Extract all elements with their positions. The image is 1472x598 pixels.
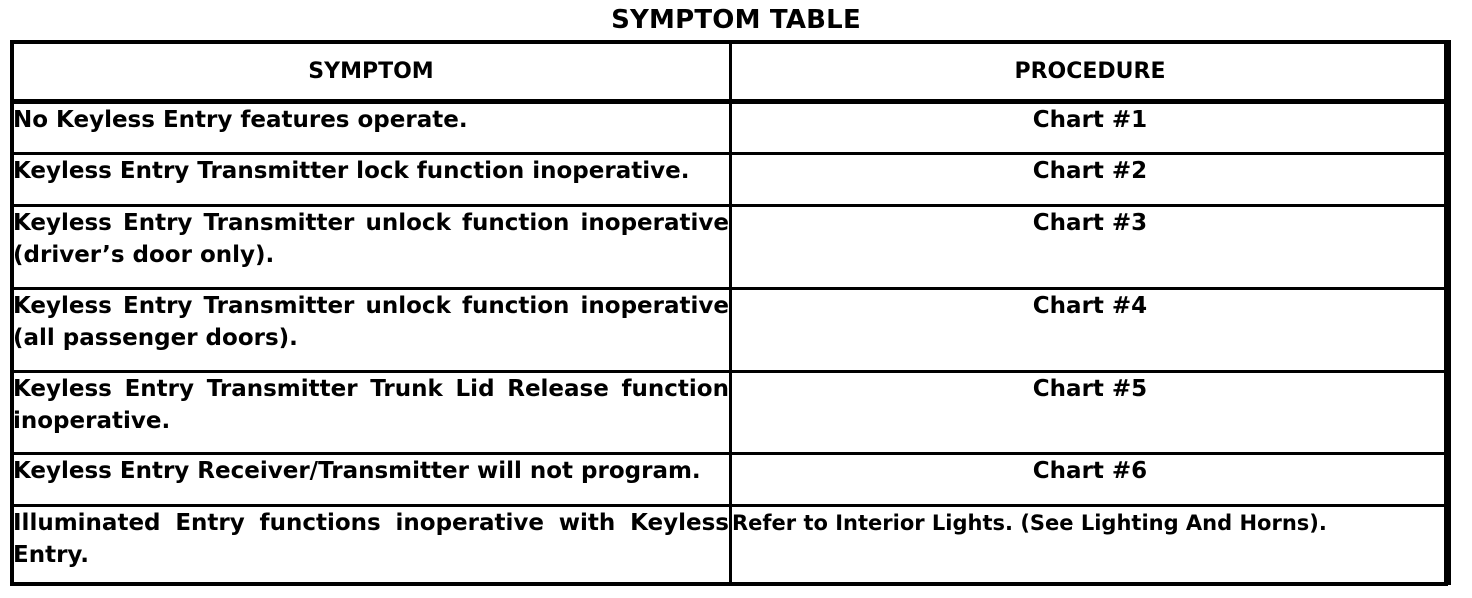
procedure-cell: Chart #2 [731,154,1450,206]
symptom-cell: Keyless Entry Transmitter Trunk Lid Release function inoperative. [12,372,731,454]
symptom-cell: Keyless Entry Transmitter lock function inoperative. [12,154,731,206]
procedure-cell: Chart #4 [731,289,1450,372]
procedure-cell: Chart #5 [731,372,1450,454]
column-header-symptom: SYMPTOM [12,42,731,102]
symptom-cell: Illuminated Entry functions inoperative with Keyless Entry. [12,506,731,584]
symptom-cell: Keyless Entry Transmitter unlock function inoperative (driver’s door only). [12,206,731,289]
procedure-cell: Chart #3 [731,206,1450,289]
procedure-cell: Refer to Interior Lights. (See Lighting And Horns). [731,506,1450,584]
symptom-cell: Keyless Entry Transmitter unlock function inoperative (all passenger doors). [12,289,731,372]
symptom-cell: No Keyless Entry features operate. [12,102,731,154]
procedure-cell: Chart #1 [731,102,1450,154]
procedure-cell: Chart #6 [731,454,1450,506]
column-header-procedure: PROCEDURE [731,42,1450,102]
symptom-cell: Keyless Entry Receiver/Transmitter will not program. [12,454,731,506]
table-outer-border [10,40,1448,586]
page-title: SYMPTOM TABLE [611,5,861,35]
